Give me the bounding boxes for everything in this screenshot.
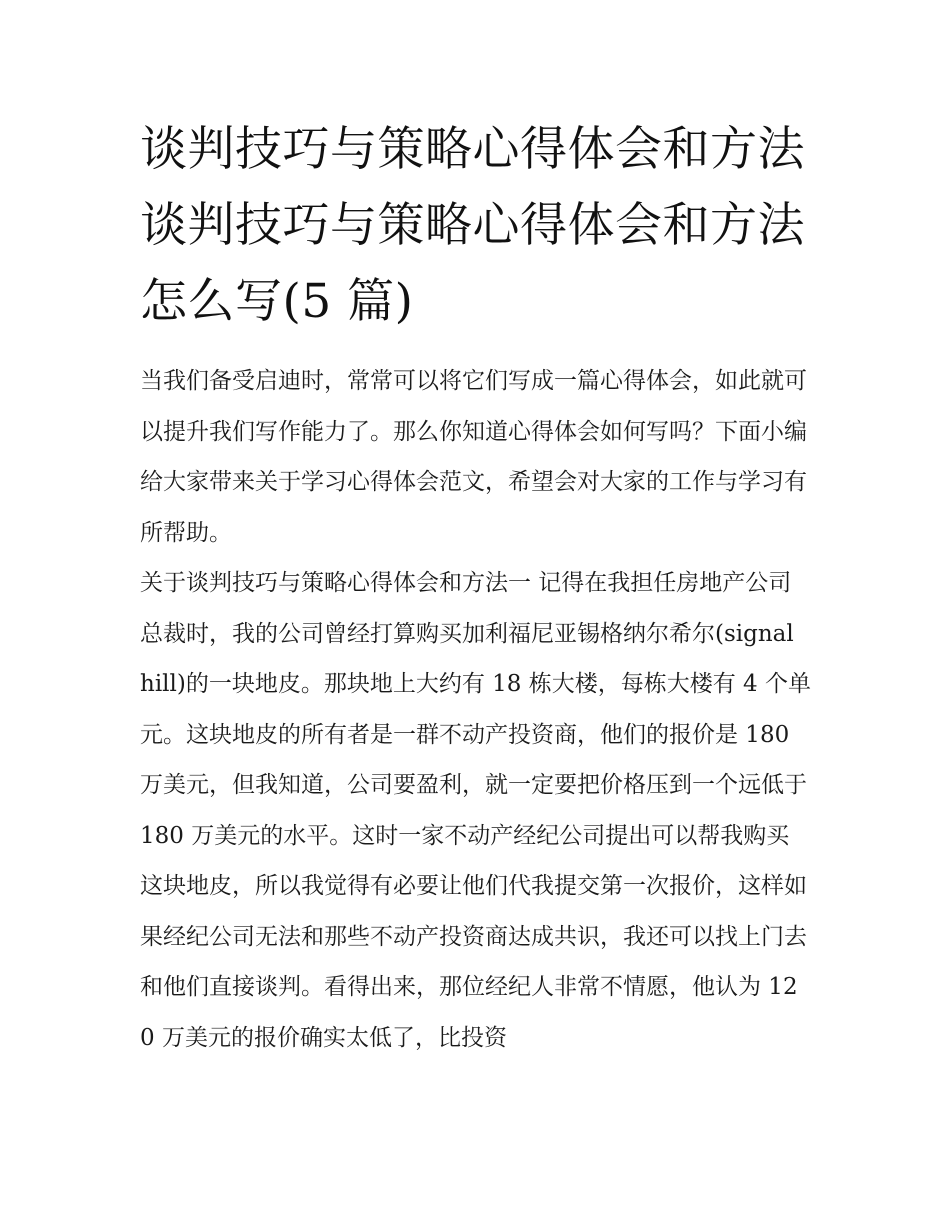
document-title: 谈判技巧与策略心得体会和方法 谈判技巧与策略心得体会和方法怎么写(5 篇) bbox=[140, 122, 805, 329]
document-content bbox=[140, 112, 812, 1063]
body-paragraph-2: hill)的一块地皮。那块地上大约有 18 栋大楼，每栋大楼有 4 个单元。这块地皮的所有者是一群不动产投资商，他们的报价是 180 万美元，但我知道，公司要盈利，就一定要把价格压到一个远低于 180 万美元的水平。这时一家不动产经纪公司提出可以帮我购买这块地皮，所以我觉得有必要让他们代我提交第一次报价，这样如果经纪公司无法和那些不动产投资商达成共识，我还可以找上门去和他们直接谈判。看得出来，那位经纪人非常不情愿，他认为 120 万美元的报价确实太低了，比投资 bbox=[140, 671, 811, 1051]
intro-paragraph: 当我们备受启迪时，常常可以将它们写成一篇心得体会，如此就可以提升我们写作能力了。那么你知道心得体会如何写吗？下面小编给大家带来关于学习心得体会范文，希望会对大家的工作与学习有所帮助。 bbox=[140, 368, 807, 546]
body-paragraph-1: 关于谈判技巧与策略心得体会和方法一 记得在我担任房地产公司总裁时，我的公司曾经打算购买加利福尼亚锡格纳尔希尔(signal bbox=[140, 570, 794, 647]
